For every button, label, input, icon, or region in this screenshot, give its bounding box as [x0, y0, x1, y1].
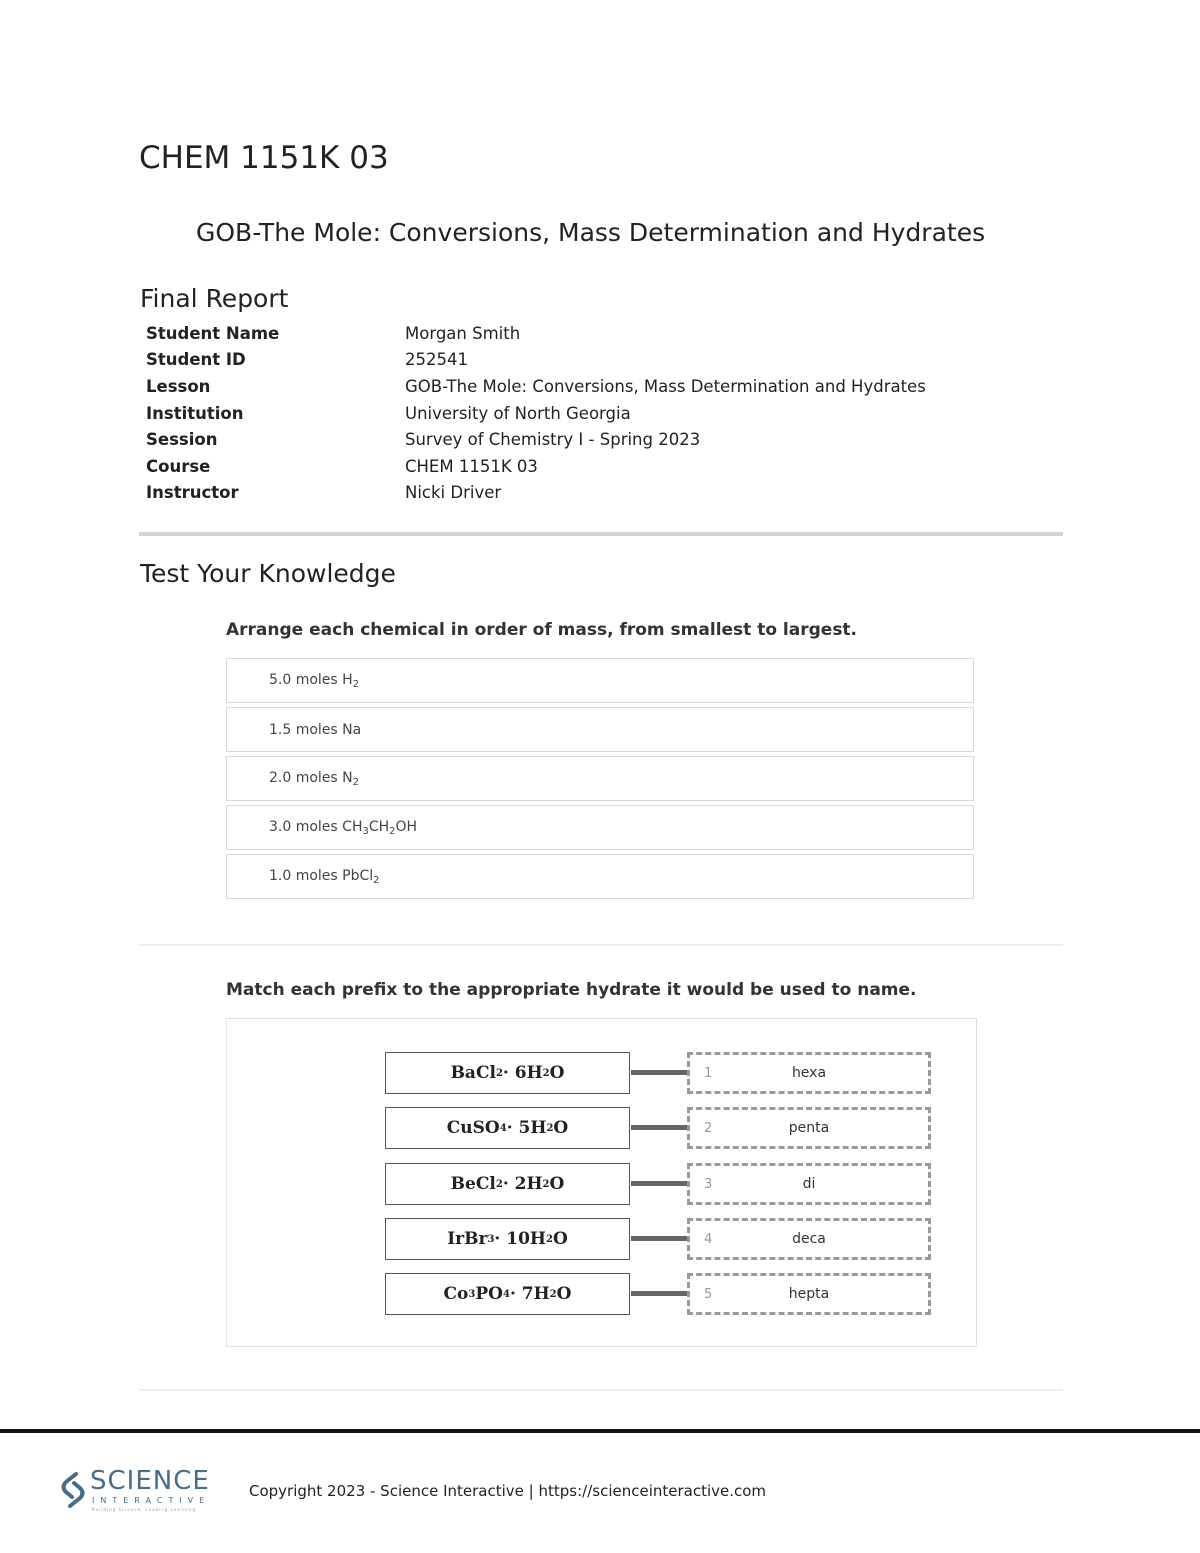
- formula-text: BeCl: [450, 1174, 496, 1194]
- science-interactive-logo: [58, 1466, 211, 1514]
- order-item[interactable]: [226, 707, 974, 752]
- report-heading: Final Report: [140, 284, 289, 313]
- order-item-label: [269, 868, 380, 886]
- info-row: [146, 320, 926, 347]
- match-row: [385, 1107, 931, 1149]
- formula-text: CuSO: [446, 1118, 500, 1138]
- info-row: [146, 400, 926, 427]
- info-label: Instructor: [146, 483, 239, 503]
- footer-rule: [0, 1429, 1200, 1433]
- match-connector: [631, 1236, 687, 1241]
- formula-text: BaCl: [450, 1063, 496, 1083]
- order-list: [226, 658, 974, 903]
- info-label: Course: [146, 456, 211, 476]
- subscript: 2: [549, 1288, 557, 1300]
- info-value: CHEM 1151K 03: [405, 456, 538, 476]
- hydrate-formula[interactable]: [385, 1052, 630, 1094]
- prefix-answer-box[interactable]: [687, 1107, 931, 1149]
- formula-text: O: [556, 1284, 572, 1304]
- order-item-text: 3.0 moles CH: [269, 818, 363, 835]
- answer-number: 3: [704, 1176, 713, 1192]
- hydrate-formula[interactable]: [385, 1107, 630, 1149]
- formula-text: O: [553, 1118, 569, 1138]
- order-item-label: [269, 819, 417, 837]
- prefix-text: hepta: [788, 1286, 830, 1302]
- test-heading: Test Your Knowledge: [140, 559, 396, 588]
- prefix-text: hexa: [791, 1065, 827, 1081]
- formula-text: PO: [475, 1284, 503, 1304]
- logo-tagline: Building Science, Leading Learning: [92, 1507, 196, 1512]
- logo-wordmark: SCIENCE: [90, 1466, 210, 1496]
- question-2-prompt: Match each prefix to the appropriate hydrate it would be used to name.: [226, 980, 917, 1000]
- info-value: Morgan Smith: [405, 323, 521, 343]
- order-item[interactable]: [226, 854, 974, 899]
- formula-text: · 7H: [509, 1284, 550, 1304]
- formula-text: · 5H: [506, 1118, 547, 1138]
- formula-text: O: [549, 1063, 565, 1083]
- subscript: 3: [487, 1233, 495, 1245]
- subscript: 2: [546, 1122, 554, 1134]
- match-row: [385, 1218, 931, 1260]
- subscript: 4: [499, 1122, 507, 1134]
- info-label: Session: [146, 430, 218, 450]
- course-title: CHEM 1151K 03: [139, 140, 389, 176]
- prefix-text: di: [802, 1176, 816, 1192]
- formula-text: · 6H: [502, 1063, 543, 1083]
- order-item-text: 2.0 moles N: [269, 769, 353, 786]
- subscript: 4: [502, 1288, 510, 1300]
- formula-text: IrBr: [447, 1229, 488, 1249]
- answer-number: 1: [704, 1065, 713, 1081]
- prefix-answer-box[interactable]: [687, 1273, 931, 1315]
- subscript: 2: [545, 1233, 553, 1245]
- subscript: 2: [352, 776, 360, 788]
- question-1-prompt: Arrange each chemical in order of mass, from smallest to largest.: [226, 620, 858, 640]
- info-value: Nicki Driver: [405, 483, 502, 503]
- formula-text: O: [552, 1229, 568, 1249]
- order-item-label: [269, 672, 359, 690]
- subscript: 2: [389, 825, 396, 837]
- info-row: [146, 347, 926, 374]
- prefix-answer-box[interactable]: [687, 1052, 931, 1094]
- info-value: 252541: [405, 350, 468, 370]
- order-item[interactable]: [226, 805, 974, 850]
- match-connector: [631, 1181, 687, 1186]
- subscript: 2: [495, 1067, 503, 1079]
- question-divider: [139, 1389, 1063, 1391]
- info-label: Student ID: [146, 350, 246, 370]
- match-connector: [631, 1070, 687, 1075]
- match-row: [385, 1163, 931, 1205]
- report-info-table: [146, 320, 926, 506]
- hydrate-formula[interactable]: [385, 1273, 630, 1315]
- formula-text: O: [549, 1174, 565, 1194]
- subscript: 3: [362, 825, 369, 837]
- info-row: [146, 480, 926, 507]
- info-row: [146, 426, 926, 453]
- info-label: Lesson: [146, 376, 211, 396]
- hydrate-formula[interactable]: [385, 1218, 630, 1260]
- prefix-answer-box[interactable]: [687, 1163, 931, 1205]
- subscript: 2: [373, 874, 380, 886]
- prefix-answer-box[interactable]: [687, 1218, 931, 1260]
- lesson-title: GOB-The Mole: Conversions, Mass Determination and Hydrates: [196, 218, 986, 247]
- formula-text: · 2H: [502, 1174, 543, 1194]
- subscript: 2: [495, 1178, 503, 1190]
- info-row: [146, 373, 926, 400]
- science-interactive-logo-icon: [58, 1470, 88, 1510]
- info-value: GOB-The Mole: Conversions, Mass Determination and Hydrates: [405, 376, 926, 396]
- subscript: 2: [542, 1178, 550, 1190]
- subscript: 2: [352, 678, 360, 690]
- order-item[interactable]: [226, 756, 974, 801]
- copyright-text: Copyright 2023 - Science Interactive | https://scienceinteractive.com: [249, 1482, 767, 1500]
- answer-number: 2: [704, 1120, 713, 1136]
- order-item-text: 5.0 moles H: [269, 671, 353, 688]
- match-connector: [631, 1291, 687, 1296]
- match-row: [385, 1273, 931, 1315]
- order-item-text: 1.0 moles PbCl: [269, 867, 374, 884]
- info-label: Institution: [146, 403, 244, 423]
- info-row: [146, 453, 926, 480]
- info-label: Student Name: [146, 323, 280, 343]
- order-item-label: [269, 722, 361, 738]
- question-divider: [139, 944, 1063, 946]
- hydrate-formula[interactable]: [385, 1163, 630, 1205]
- info-value: University of North Georgia: [405, 403, 631, 423]
- prefix-text: penta: [788, 1120, 830, 1136]
- order-item-text: OH: [395, 818, 418, 835]
- section-divider: [139, 532, 1063, 536]
- match-row: [385, 1052, 931, 1094]
- match-connector: [631, 1125, 687, 1130]
- formula-text: Co: [443, 1284, 469, 1304]
- answer-number: 4: [704, 1231, 713, 1247]
- subscript: 3: [468, 1288, 476, 1300]
- logo-subtitle: INTERACTIVE: [92, 1496, 211, 1505]
- answer-number: 5: [704, 1286, 713, 1302]
- subscript: 2: [542, 1067, 550, 1079]
- order-item-text: CH: [368, 818, 390, 835]
- order-item-label: [269, 770, 359, 788]
- formula-text: · 10H: [494, 1229, 546, 1249]
- order-item-text: 1.5 moles Na: [269, 721, 362, 738]
- order-item[interactable]: [226, 658, 974, 703]
- match-panel: [226, 1018, 977, 1347]
- info-value: Survey of Chemistry I - Spring 2023: [405, 430, 701, 450]
- prefix-text: deca: [792, 1231, 826, 1247]
